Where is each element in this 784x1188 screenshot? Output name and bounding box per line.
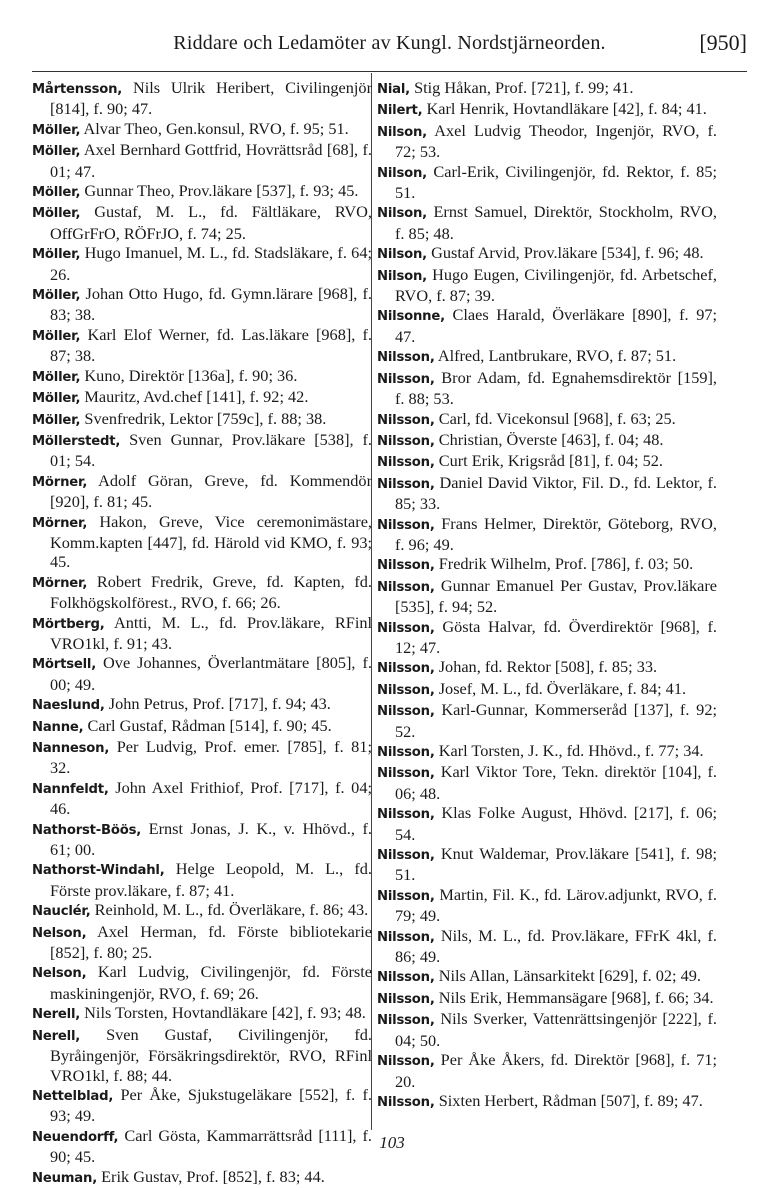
list-item [377, 1091, 717, 1112]
list-item [377, 514, 717, 555]
entry-details: Axel Ludvig Theodor, Ingenjör, RVO, f. 72; 53. [395, 120, 717, 162]
entry-surname: Möller, [32, 185, 81, 201]
entry-details: Per Åke Åkers, fd. Direktör [968], f. 71; 20. [395, 1050, 717, 1091]
entry-surname: Nilsson, [377, 807, 435, 823]
entry-details: Sven Gustaf, Civilingenjör, fd. Byråingenjör, Försäkringsdirektör, RVO, RFinl VRO1kl, f. 88; 44. [50, 1024, 372, 1085]
entry-details: Gunnar Emanuel Per Gustav, Prov.läkare [535], f. 94; 52. [395, 575, 717, 617]
entry-surname: Nilson, [377, 124, 427, 140]
list-item [32, 119, 372, 140]
entry-details: Alfred, Lantbrukare, RVO, f. 87; 51. [437, 346, 677, 366]
entry-surname: Nettelblad, [32, 1088, 114, 1104]
list-item [377, 430, 717, 451]
entry-details: Axel Herman, fd. Förste bibliotekarie [852], f. 80; 25. [50, 921, 372, 963]
list-item [32, 653, 372, 694]
entry-details: Knut Waldemar, Prov.läkare [541], f. 98; 51. [395, 844, 717, 885]
entry-surname: Nelson, [32, 966, 87, 982]
list-item [32, 409, 372, 430]
entry-surname: Nilsonne, [377, 309, 445, 325]
list-item [377, 305, 717, 346]
entry-details: Gunnar Theo, Prov.läkare [537], f. 93; 45. [84, 181, 359, 201]
entry-surname: Nannfeldt, [32, 781, 109, 797]
entry-details: Erik Gustav, Prof. [852], f. 83; 44. [101, 1166, 325, 1186]
list-item [32, 78, 372, 119]
entry-details: Robert Fredrik, Greve, fd. Kapten, fd. Folkhögskolförest., RVO, f. 66; 26. [50, 571, 372, 613]
entry-surname: Nilsson, [377, 433, 435, 449]
entry-surname: Nilsson, [377, 371, 435, 387]
entry-surname: Nilsson, [377, 682, 435, 698]
entry-details: Frans Helmer, Direktör, Göteborg, RVO, f. 96; 49. [395, 513, 717, 554]
list-item [32, 694, 372, 715]
entry-details: Johan, fd. Rektor [508], f. 85; 33. [438, 657, 658, 677]
entry-surname: Mörner, [32, 575, 88, 591]
entry-surname: Neuendorff, [32, 1129, 119, 1145]
entry-surname: Nilsson, [377, 579, 435, 595]
list-item [32, 572, 372, 613]
entry-details: Gustaf Arvid, Prov.läkare [534], f. 96; 48. [431, 243, 704, 263]
entry-surname: Nilsson, [377, 476, 435, 492]
entry-details: Karl Torsten, J. K., fd. Hhövd., f. 77; 34. [438, 741, 704, 760]
list-item [32, 1085, 372, 1126]
entry-details: Adolf Göran, Greve, fd. Kommendör [920], f. 81; 45. [50, 470, 372, 512]
list-item [377, 679, 717, 700]
entry-surname: Nilsson, [377, 888, 435, 904]
entry-details: Antti, M. L., fd. Prov.läkare, RFinl VRO1kl, f. 91; 43. [50, 612, 373, 653]
list-item [377, 617, 717, 658]
entry-surname: Nilson, [377, 247, 427, 263]
list-item [32, 737, 372, 778]
entry-surname: Möller, [32, 206, 81, 222]
entry-details: Nils Sverker, Vattenrättsingenjör [222], f. 04; 50. [395, 1009, 717, 1050]
list-item [377, 762, 717, 803]
entry-surname: Nelson, [32, 925, 87, 941]
list-item [32, 325, 372, 366]
list-item [377, 451, 717, 472]
list-item [377, 265, 717, 306]
entry-surname: Nilsson, [377, 766, 435, 782]
entry-surname: Nathorst-Böös, [32, 822, 142, 838]
list-item [377, 741, 717, 762]
right-column [377, 78, 717, 1112]
list-item [32, 140, 372, 181]
list-item [377, 162, 717, 203]
entry-details: Karl Elof Werner, fd. Las.läkare [968], f. 87; 38. [50, 324, 372, 366]
entry-surname: Nilsson, [377, 745, 435, 760]
entry-details: Svenfredrik, Lektor [759c], f. 88; 38. [84, 408, 327, 428]
entry-surname: Nerell, [32, 1028, 81, 1044]
entry-details: Bror Adam, fd. Egnahemsdirektör [159], f. 88; 53. [395, 367, 717, 409]
entry-surname: Nauclér, [32, 904, 91, 920]
list-item [32, 1025, 372, 1085]
entry-surname: Nilsson, [377, 412, 435, 428]
entry-surname: Möller, [32, 122, 81, 138]
list-item [32, 819, 372, 860]
entry-surname: Möller, [32, 412, 81, 428]
list-item [377, 78, 717, 99]
entry-surname: Nanneson, [32, 741, 110, 756]
entry-surname: Möller, [32, 144, 81, 160]
list-item [377, 243, 717, 264]
entry-details: Hakon, Greve, Vice ceremonimästare, Komm.kapten [447], fd. Härold vid KMO, f. 93; 45. [50, 511, 372, 572]
entry-details: Ernst Samuel, Direktör, Stockholm, RVO, f. 85; 48. [395, 202, 717, 243]
entry-details: Nils Torsten, Hovtandläkare [42], f. 93; 48. [84, 1003, 366, 1023]
list-item [377, 926, 717, 967]
entry-details: Gösta Halvar, fd. Överdirektör [968], f. 12; 47. [395, 616, 717, 657]
entry-details: John Petrus, Prof. [717], f. 94; 43. [108, 694, 331, 714]
list-item [377, 657, 717, 678]
list-item [377, 1050, 717, 1091]
entry-surname: Nilsson, [377, 558, 435, 574]
entry-surname: Nilsson, [377, 350, 435, 366]
entry-surname: Nilert, [377, 103, 423, 119]
entry-surname: Mörtsell, [32, 657, 97, 673]
entry-details: Hugo Imanuel, M. L., fd. Stadsläkare, f. 64; 26. [50, 243, 372, 284]
left-column [32, 78, 372, 1188]
entry-surname: Nilsson, [377, 848, 435, 864]
entry-surname: Mörtberg, [32, 616, 105, 632]
entry-details: Stig Håkan, Prof. [721], f. 99; 41. [414, 78, 634, 97]
entry-details: Johan Otto Hugo, fd. Gymn.lärare [968], f. 83; 38. [50, 284, 372, 325]
list-item [377, 803, 717, 844]
entry-details: Christian, Överste [463], f. 04; 48. [438, 429, 664, 449]
entry-details: Nils Erik, Hemmansägare [968], f. 66; 34. [438, 987, 714, 1007]
list-item [377, 473, 717, 514]
list-item [32, 1167, 372, 1188]
entry-surname: Möller, [32, 288, 81, 304]
entry-surname: Möller, [32, 328, 81, 344]
entry-surname: Nathorst-Windahl, [32, 863, 165, 879]
entry-surname: Mörner, [32, 474, 88, 490]
list-item [32, 716, 372, 737]
list-item [377, 966, 717, 987]
entry-surname: Nilsson, [377, 991, 435, 1007]
entry-details: Karl Ludvig, Civilingenjör, fd. Förste maskiningenjör, RVO, f. 69; 26. [50, 962, 372, 1003]
entry-details: Klas Folke August, Hhövd. [217], f. 06; 54. [395, 803, 717, 844]
list-item [377, 99, 717, 120]
entry-surname: Nilsson, [377, 970, 435, 986]
list-item [32, 430, 372, 471]
entry-details: Claes Harald, Överläkare [890], f. 97; 47. [395, 305, 717, 346]
list-item [377, 368, 717, 409]
entry-surname: Nilsson, [377, 1013, 435, 1029]
entry-surname: Mårtensson, [32, 82, 123, 97]
list-item [32, 284, 372, 325]
entry-surname: Nilsson, [377, 1054, 435, 1070]
entry-details: Nils Allan, Länsarkitekt [629], f. 02; 49. [438, 966, 701, 986]
page-header [32, 32, 747, 66]
entry-details: Josef, M. L., fd. Överläkare, f. 84; 41. [438, 678, 687, 698]
entry-surname: Möller, [32, 247, 81, 263]
list-item [32, 922, 372, 963]
list-item [377, 202, 717, 243]
entry-surname: Nilsson, [377, 517, 435, 533]
entry-details: Nils Ulrik Heribert, Civilingenjör [814], f. 90; 47. [50, 78, 372, 119]
entry-surname: Nanne, [32, 719, 84, 735]
entry-surname: Neuman, [32, 1170, 98, 1186]
list-item [32, 859, 372, 900]
entry-details: Reinhold, M. L., fd. Överläkare, f. 86; 43. [94, 900, 369, 920]
entry-details: Fredrik Wilhelm, Prof. [786], f. 03; 50. [438, 554, 694, 574]
list-item [377, 121, 717, 162]
entry-details: Carl, fd. Vicekonsul [968], f. 63; 25. [438, 408, 676, 428]
entry-details: Karl Henrik, Hovtandläkare [42], f. 84; 41. [426, 99, 707, 119]
list-item [377, 988, 717, 1009]
entry-surname: Nilsson, [377, 455, 435, 471]
entry-details: Sven Gunnar, Prov.läkare [538], f. 01; 54. [50, 429, 373, 471]
entry-surname: Nerell, [32, 1007, 81, 1023]
entry-details: Hugo Eugen, Civilingenjör, fd. Arbetschef, RVO, f. 87; 39. [395, 264, 717, 306]
list-item [32, 512, 372, 572]
entry-surname: Möllerstedt, [32, 433, 121, 449]
entry-details: Curt Erik, Krigsråd [81], f. 04; 52. [438, 451, 663, 471]
entry-details: Per Ludvig, Prof. emer. [785], f. 81; 32. [50, 737, 372, 778]
entry-details: Karl-Gunnar, Kommerseråd [137], f. 92; 52. [395, 700, 717, 741]
entry-surname: Nilsson, [377, 620, 435, 636]
list-item [32, 181, 372, 202]
entry-surname: Nilsson, [377, 704, 435, 720]
entry-surname: Nilsson, [377, 929, 435, 945]
page-number: 103 [379, 1133, 405, 1152]
entry-surname: Nilsson, [377, 1094, 435, 1110]
entry-details: Mauritz, Avd.chef [141], f. 92; 42. [84, 387, 309, 407]
entry-details: Kuno, Direktör [136a], f. 90; 36. [84, 365, 298, 385]
entry-details: Carl-Erik, Civilingenjör, fd. Rektor, f. 85; 51. [395, 161, 717, 203]
list-item [32, 962, 372, 1003]
entry-details: Alvar Theo, Gen.konsul, RVO, f. 95; 51. [83, 118, 349, 138]
entry-surname: Nilson, [377, 165, 427, 181]
list-item [377, 885, 717, 926]
entry-details: Karl Viktor Tore, Tekn. direktör [104], f. 06; 48. [395, 762, 717, 803]
entry-surname: Nial, [377, 82, 410, 97]
entry-details: John Axel Frithiof, Prof. [717], f. 04; 46. [50, 777, 372, 819]
list-item [32, 1003, 372, 1024]
entry-surname: Naeslund, [32, 698, 105, 714]
page-reference: [950] [699, 30, 747, 55]
list-item [32, 366, 372, 387]
list-item [377, 700, 717, 741]
entry-details: Sixten Herbert, Rådman [507], f. 89; 47. [438, 1090, 703, 1110]
list-item [32, 202, 372, 243]
list-item [377, 346, 717, 367]
entry-details: Gustaf, M. L., fd. Fältläkare, RVO, OffGrFrO, RÖFrJO, f. 74; 25. [50, 202, 372, 243]
list-item [32, 471, 372, 512]
entry-surname: Nilson, [377, 206, 427, 222]
list-item [377, 576, 717, 617]
list-item [32, 778, 372, 819]
entry-surname: Möller, [32, 391, 81, 407]
entry-surname: Nilson, [377, 268, 427, 284]
entry-surname: Nilsson, [377, 661, 435, 677]
entry-details: Daniel David Viktor, Fil. D., fd. Lektor, f. 85; 33. [395, 472, 717, 514]
entry-surname: Mörner, [32, 515, 88, 531]
entry-details: Per Åke, Sjukstugeläkare [552], f. f. 93; 49. [50, 1084, 373, 1126]
page-title: Riddare och Ledamöter av Kungl. Nordstjärneorden. [173, 32, 606, 54]
list-item [32, 613, 372, 654]
list-item [32, 243, 372, 284]
entry-details: Carl Gösta, Kammarrättsråd [111], f. 90; 45. [50, 1125, 372, 1167]
list-item [377, 554, 717, 575]
entry-details: Helge Leopold, M. L., fd. Förste prov.läkare, f. 87; 41. [50, 859, 372, 900]
entry-details: Ernst Jonas, J. K., v. Hhövd., f. 61; 00. [50, 818, 372, 860]
entry-details: Martin, Fil. K., fd. Lärov.adjunkt, RVO, f. 79; 49. [395, 884, 718, 926]
list-item [377, 844, 717, 885]
list-item [377, 409, 717, 430]
list-item [32, 900, 372, 921]
entry-details: Carl Gustaf, Rådman [514], f. 90; 45. [87, 715, 332, 735]
entry-details: Axel Bernhard Gottfrid, Hovrättsråd [68], f. 01; 47. [50, 140, 372, 181]
entry-surname: Möller, [32, 369, 81, 385]
entry-details: Nils, M. L., fd. Prov.läkare, FFrK 4kl, f. 86; 49. [395, 925, 717, 967]
list-item [32, 387, 372, 408]
header-rule [32, 71, 747, 72]
list-item [377, 1009, 717, 1050]
entry-details: Ove Johannes, Överlantmätare [805], f. 00; 49. [50, 653, 372, 694]
